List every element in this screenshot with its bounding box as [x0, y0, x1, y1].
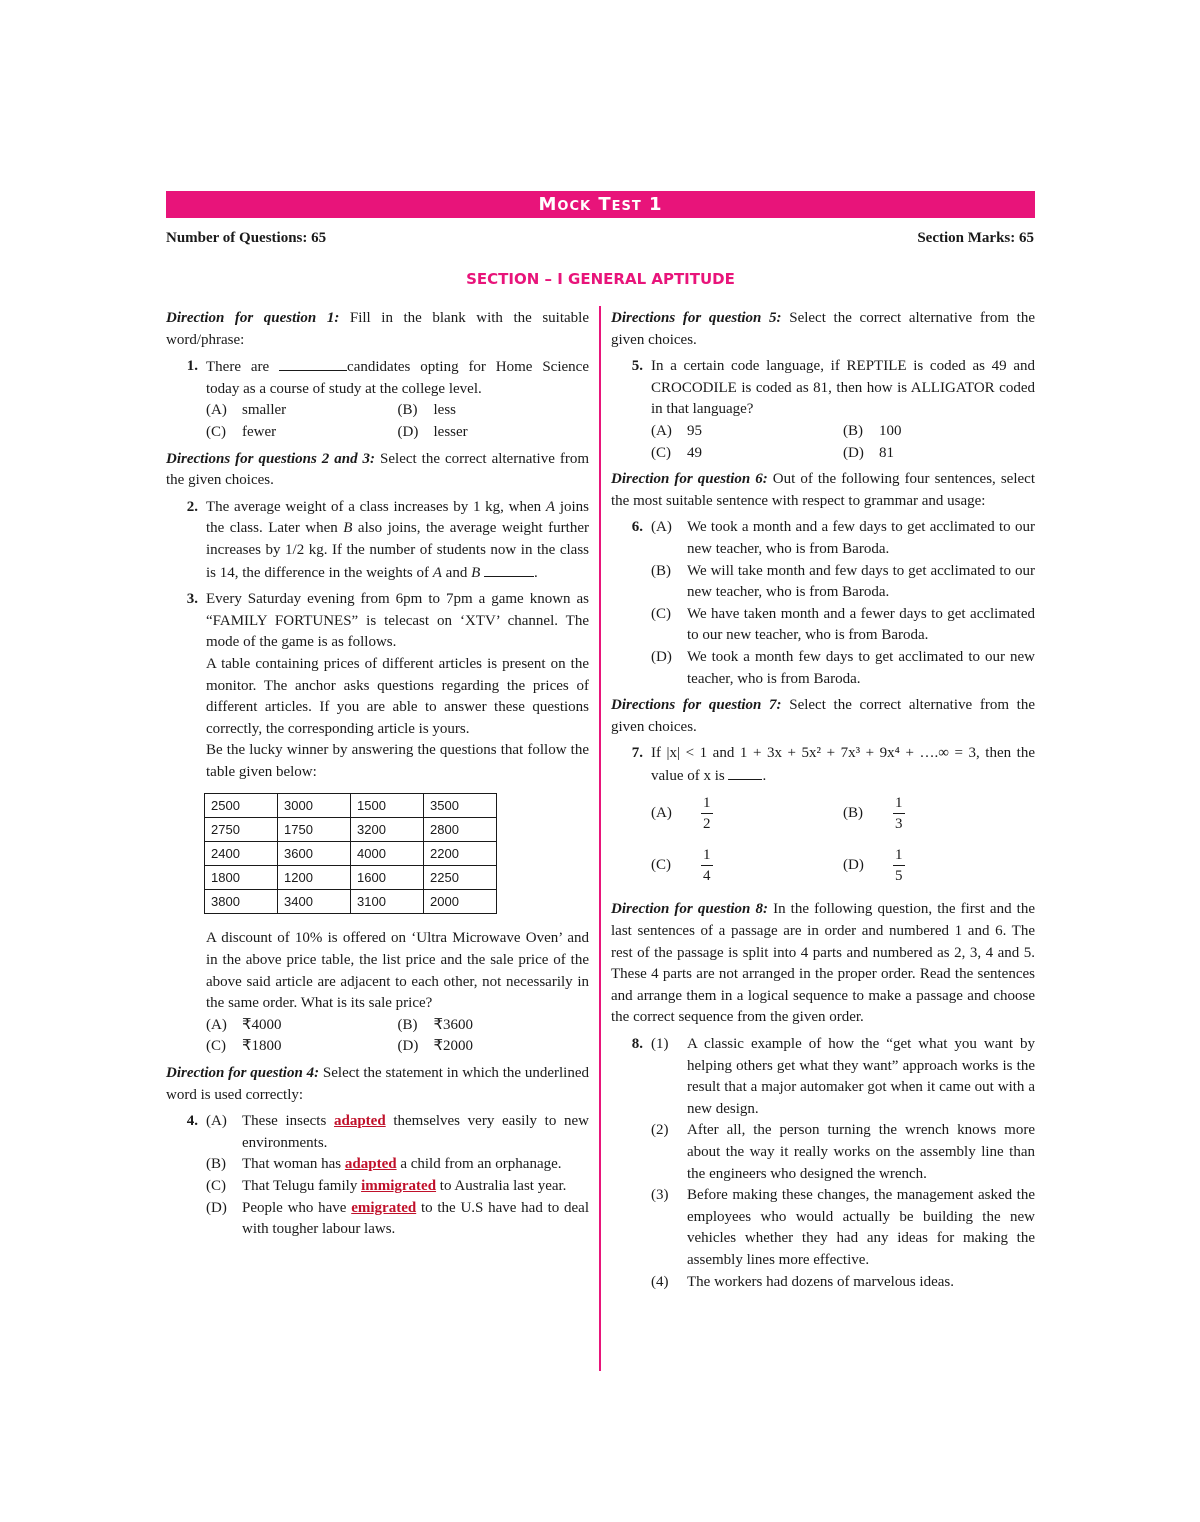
table-row: 2400 3600 4000 2200 [205, 842, 497, 866]
table-row: 1800 1200 1600 2250 [205, 866, 497, 890]
price-table [204, 793, 497, 914]
option-b[interactable]: (B) That woman has adapted a child from an orphanage. [206, 1156, 562, 1173]
option-d[interactable]: (D) $\frac{1}{5}$ [843, 846, 903, 884]
options [206, 1015, 589, 1058]
option-b[interactable]: (B) ₹3600 [397, 1016, 474, 1033]
option-c[interactable]: (C) 49 [651, 444, 702, 461]
options [651, 787, 1035, 891]
direction-q5: Directions for question 5: Select the correct alternative from the given choices. [611, 310, 1035, 348]
option-b[interactable]: (B) $\frac{1}{3}$ [843, 794, 903, 832]
option-b[interactable]: (B) We will take month and few days to get acclimated to our new teacher, who is from Baroda. [651, 562, 1035, 601]
passage-sentence-4: (4) The workers had dozens of marvelous ideas. [651, 1273, 954, 1290]
question-8: 8. (1) A classic example of how the “get what you want by helping others get what they want” approach works is the result that a major automaker got when it came out with a new design. (2) After all, the person turning the wrench knows more about the way it really works on the assembly line than the engineers who designed the wrench. (3) Before making these changes, the management asked the employees who would actually be building the new vehicles whether they had any ideas for making the assembly lines more effective. (4) The workers had dozens of marvelous ideas. [611, 1034, 1035, 1293]
option-b[interactable]: (B) less [397, 402, 456, 419]
table-row: 2500 3000 1500 3500 [205, 794, 497, 818]
section-marks: Section Marks: 65 [917, 230, 1034, 246]
question-2: 2. The average weight of a class increases by 1 kg, when A joins the class. Later when B also joins, the average weight further increases by 1/2 kg. If the number of students now in the class is 14, the difference in the weights of A and B . [186, 498, 589, 581]
question-7: 7. If |x| < 1 and 1 + 3x + 5x² + 7x³ + 9x⁴ + ….∞ = 3, then the value of x is . (A) $\frac{1}{2}$ (B) $\frac{1}{3}$ (C) $\frac{1}{4}$ (D) $\frac{1}{5}$ [611, 743, 1035, 891]
table-row: 2750 1750 3200 2800 [205, 818, 497, 842]
direction-q1: Direction for question 1: Fill in the blank with the suitable word/phrase: [166, 310, 589, 348]
passage-sentence-1: (1) A classic example of how the “get what you want by helping others get what they want” approach works is the result that a major automaker got when it came out with a new design. [651, 1036, 1035, 1117]
answer-blank [279, 356, 347, 371]
direction-q6: Direction for question 6: Out of the following four sentences, select the most suitable sentence with respect to grammar and usage: [611, 471, 1035, 509]
mock-test-banner: Mock Test 1 [166, 191, 1035, 218]
option-d[interactable]: (D) 81 [843, 444, 894, 461]
option-c[interactable]: (C) fewer [206, 423, 277, 440]
option-d[interactable]: (D) ₹2000 [397, 1038, 474, 1055]
option-a[interactable]: (A) 95 [651, 422, 702, 439]
direction-q7: Directions for question 7: Select the correct alternative from the given choices. [611, 697, 1035, 735]
question-3-continued: A discount of 10% is offered on ‘Ultra Microwave Oven’ and in the above price table, the list price and the sale price of the above said article are adjacent to each other, not necessarily in the same order. What is its sale price? (A) ₹4000 (B) ₹3600 (C) ₹1800 (D) ₹2000 [166, 928, 589, 1058]
direction-q4: Direction for question 4: Select the statement in which the underlined word is used correctly: [166, 1065, 589, 1103]
options [651, 421, 1035, 464]
option-c[interactable]: (C) That Telugu family immigrated to Australia last year. [206, 1178, 567, 1194]
question-1: 1. There are candidates opting for Home Science today as a course of study at the college level. (A) smaller (B) less (C) fewer (D) lesser [166, 356, 589, 443]
direction-q2-q3: Directions for questions 2 and 3: Select the correct alternative from the given choices. [166, 450, 589, 489]
options [206, 400, 589, 443]
question-5: 5. In a certain code language, if REPTILE is coded as 49 and CROCODILE is coded as 81, then how is ALLIGATOR coded in that language? (A) 95 (B) 100 (C) 49 (D) 81 [611, 356, 1035, 464]
left-column [166, 308, 589, 1246]
table-row: 3800 3400 3100 2000 [205, 890, 497, 914]
option-a[interactable]: (A) $\frac{1}{2}$ [651, 794, 711, 832]
direction-q8: Direction for question 8: In the following question, the first and the last sentences of a passage are in order and numbered 1 and 6. The rest of the passage is split into 4 parts and numbered as 2, 3, 4 and 5. These 4 parts are not arranged in the proper order. Read the sentences and arrange them in a logical sequence to make a passage and choose the correct sequence from the given order. [611, 901, 1035, 1026]
right-column [611, 308, 1035, 1298]
question-number: 1. [186, 358, 198, 375]
question-4: 4. (A) These insects adapted themselves very easily to new environments. (B) That woman has adapted a child from an orphanage. (C) That Telugu family immigrated to Australia last year. (D) People who have emigrated to the U.S have had to deal with tougher labour laws. [166, 1111, 589, 1241]
option-d[interactable]: (D) We took a month few days to get acclimated to our new teacher, who is from Baroda. [651, 648, 1035, 687]
option-c[interactable]: (C) ₹1800 [206, 1038, 282, 1055]
passage-sentence-3: (3) Before making these changes, the management asked the employees who would actually be building the new vehicles whether they had any ideas for making the assembly lines more effective. [651, 1187, 1035, 1268]
option-a[interactable]: (A) smaller [206, 402, 287, 419]
column-divider [599, 306, 601, 1371]
question-6: 6. (A) We took a month and a few days to get acclimated to our new teacher, who is from Baroda. (B) We will take month and few days to get acclimated to our new teacher, who is from Baroda. (C) We have taken month and a fewer days to get acclimated to our new teacher, who is from Baroda. (D) We took a month few days to get acclimated to our new teacher, who is from Baroda. [611, 517, 1035, 690]
option-d[interactable]: (D) lesser [397, 423, 468, 440]
answer-blank [484, 562, 534, 577]
number-of-questions: Number of Questions: 65 [166, 230, 327, 246]
option-b[interactable]: (B) 100 [843, 422, 902, 439]
option-a[interactable]: (A) We took a month and a few days to get acclimated to our new teacher, who is from Baroda. [651, 519, 1035, 557]
option-c[interactable]: (C) We have taken month and a fewer days to get acclimated to our new teacher, who is from Baroda. [651, 605, 1035, 644]
passage-sentence-2: (2) After all, the person turning the wrench knows more about the way it really works on the assembly line than the engineers who designed the wrench. [651, 1122, 1035, 1182]
question-3: 3. Every Saturday evening from 6pm to 7pm a game known as “FAMILY FORTUNES” is telecast on ‘XTV’ channel. The mode of the game is as follows. A table containing prices of different articles is present on the monitor. The anchor asks questions regarding the prices of different articles. If you are able to answer these questions correctly, the corresponding article is yours. Be the lucky winner by answering the questions that follow the table given below: [186, 591, 589, 780]
option-a[interactable]: (A) These insects adapted themselves very easily to new environments. [206, 1113, 590, 1151]
option-d[interactable]: (D) People who have emigrated to the U.S have had to deal with tougher labour laws. [206, 1199, 589, 1238]
answer-blank [728, 765, 762, 780]
option-c[interactable]: (C) $\frac{1}{4}$ [651, 846, 711, 884]
option-a[interactable]: (A) ₹4000 [206, 1016, 282, 1033]
section-title: SECTION – I GENERAL APTITUDE [466, 270, 735, 288]
